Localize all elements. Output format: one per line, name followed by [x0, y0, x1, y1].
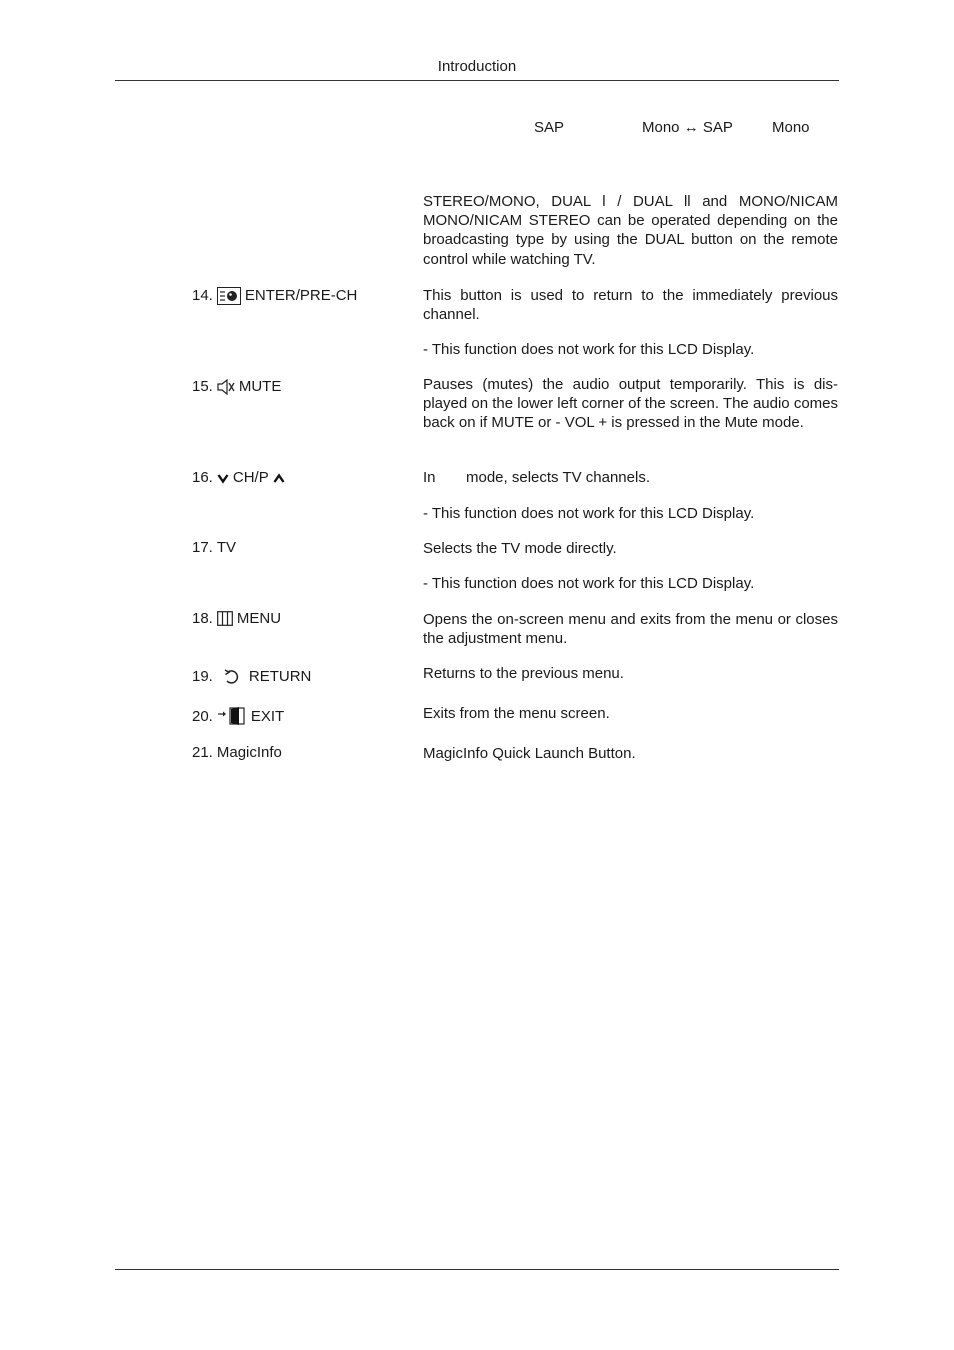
footer-rule	[115, 1269, 839, 1270]
menu-icon	[217, 611, 233, 626]
item-label: ENTER/PRE-CH	[244, 287, 358, 304]
item-label: MENU	[236, 610, 282, 627]
item-label: TV	[216, 539, 237, 556]
item-mute-desc: Pauses (mutes) the audio output temporarily. This is dis-played on the lower left corner of the screen. The audio comes back on if MUTE or - VOL + is pressed in the Mute mode.	[423, 376, 838, 432]
header-rule	[115, 80, 839, 81]
item-label: RETURN	[248, 668, 312, 685]
item-chp-note: - This function does not work for this LCD Display.	[423, 505, 755, 522]
chevron-down-icon	[217, 472, 229, 484]
item-label: EXIT	[250, 707, 285, 725]
item-number: 19.	[192, 668, 213, 685]
item-chp-desc-rest: mode, selects TV channels.	[466, 469, 650, 486]
item-enter-note: - This function does not work for this LCD Display.	[423, 341, 755, 358]
item-number: 20.	[192, 707, 213, 725]
item-return-desc: Returns to the previous menu.	[423, 665, 624, 682]
item-number: 18.	[192, 610, 213, 627]
item-chp	[192, 468, 285, 487]
item-exit	[192, 706, 284, 726]
item-menu-desc: Opens the on-screen menu and exits from the menu or closes the adjustment menu.	[423, 611, 838, 648]
item-label: MUTE	[238, 378, 282, 395]
item-number: 17.	[192, 539, 213, 556]
sound-mode-mono: Mono	[772, 119, 810, 136]
enter-prech-icon	[217, 287, 241, 305]
item-enter-prech	[192, 286, 357, 305]
item-enter-desc: This button is used to return to the immediately previous channel.	[423, 287, 838, 324]
return-arrow-icon	[223, 668, 241, 686]
item-magicinfo-desc: MagicInfo Quick Launch Button.	[423, 745, 636, 762]
item-chp-desc-in: In	[423, 469, 436, 486]
item-exit-desc: Exits from the menu screen.	[423, 705, 610, 722]
item-number: 14.	[192, 287, 213, 304]
item-magicinfo	[192, 743, 282, 762]
item-tv-desc: Selects the TV mode directly.	[423, 540, 617, 557]
item-return	[192, 667, 311, 686]
sound-mode-sap: SAP	[534, 119, 565, 136]
sound-mode-mono-sap: Mono ↔ SAP	[642, 119, 733, 136]
item-mute	[192, 377, 281, 396]
item-tv	[192, 538, 236, 557]
item-menu	[192, 609, 281, 628]
item-number: 15.	[192, 378, 213, 395]
page-header-title: Introduction	[437, 58, 517, 75]
item-label: CH/P	[232, 469, 269, 486]
chevron-up-icon	[273, 472, 285, 484]
item-tv-note: - This function does not work for this LCD Display.	[423, 575, 755, 592]
item-label: MagicInfo	[216, 744, 282, 761]
dual-note: STEREO/MONO, DUAL l / DUAL ll and MONO/NICAM MONO/NICAM STEREO can be operated depending on the broadcasting type by using the DUAL button on the remote control while watching TV.	[423, 193, 838, 268]
item-number: 16.	[192, 469, 213, 486]
exit-door-icon	[217, 706, 247, 726]
item-number: 21.	[192, 744, 213, 761]
mute-speaker-icon	[217, 379, 235, 395]
